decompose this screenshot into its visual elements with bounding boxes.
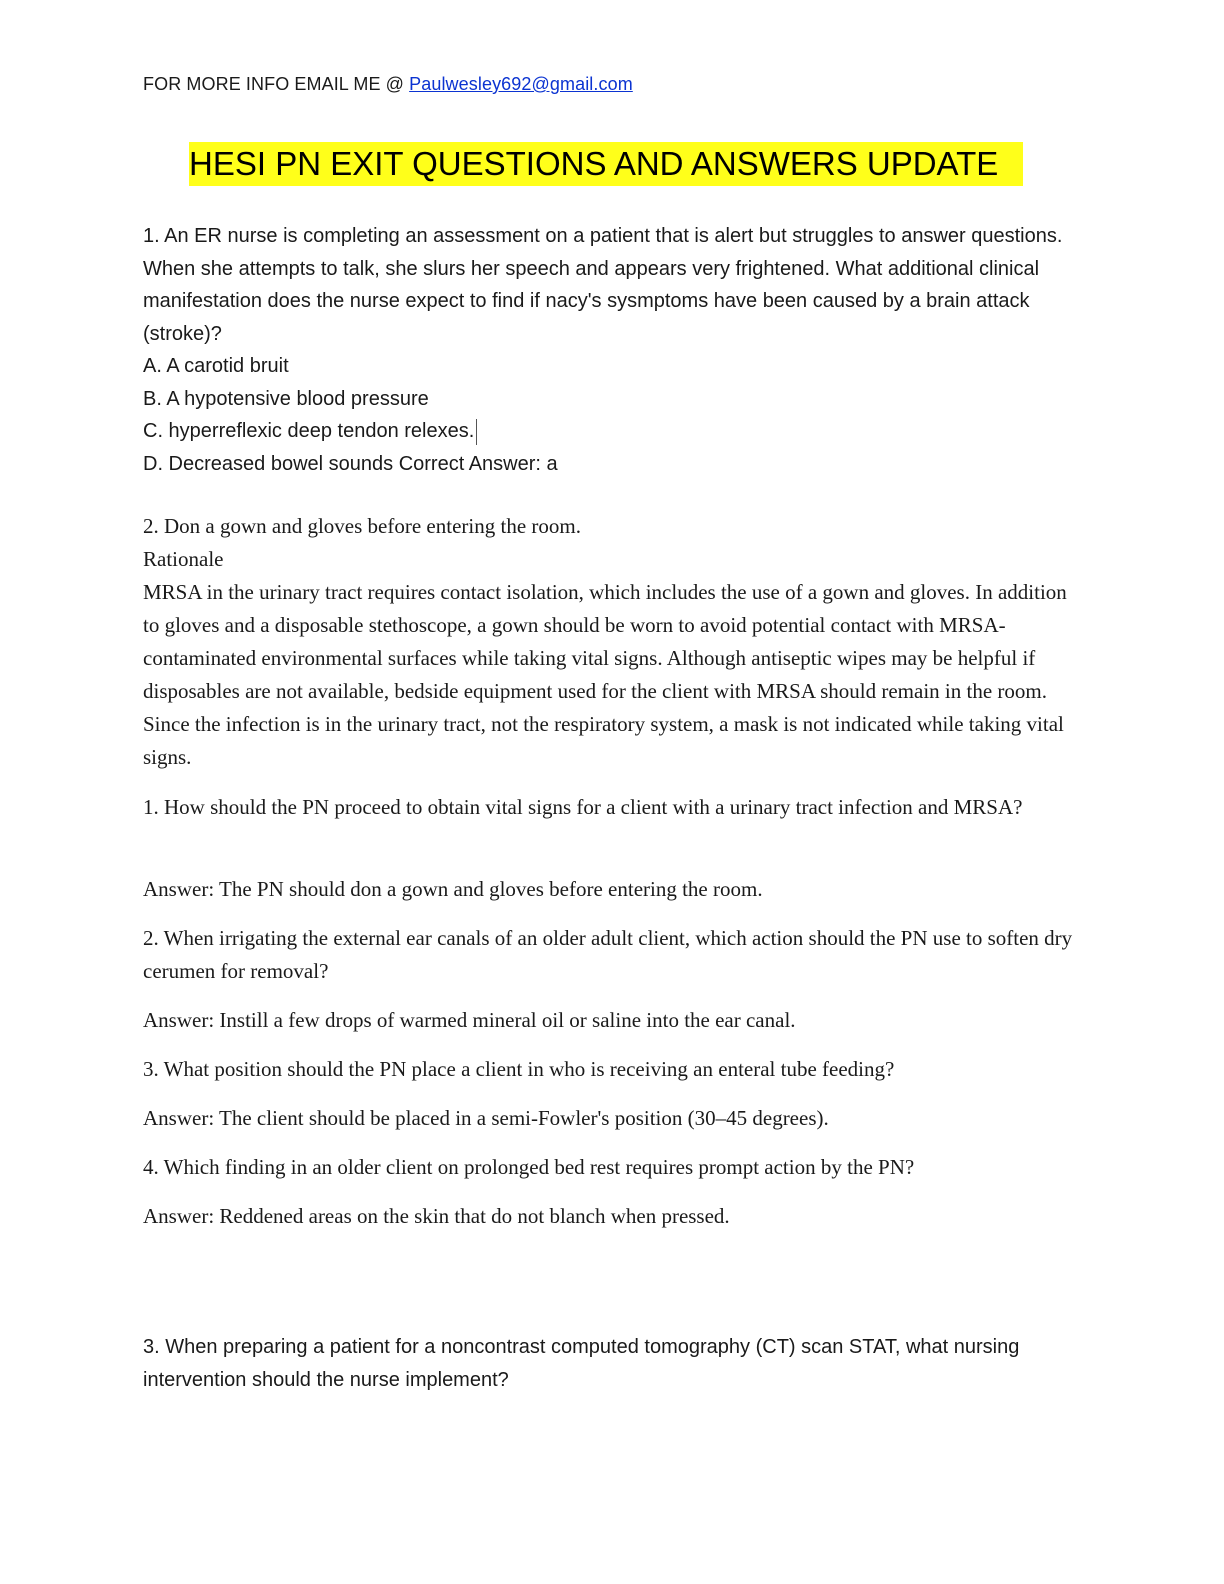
qa-answer-2: Answer: Instill a few drops of warmed mineral oil or saline into the ear canal. [143, 1008, 796, 1032]
question-2 [143, 510, 1078, 774]
qa-question-4: 4. Which finding in an older client on prolonged bed rest requires prompt action by the PN? [143, 1155, 915, 1179]
email-link[interactable]: Paulwesley692@gmail.com [409, 74, 633, 94]
question-1-option-b: B. A hypotensive blood pressure [143, 387, 429, 410]
rationale-text: MRSA in the urinary tract requires contact isolation, which includes the use of a gown and gloves. In addition to gloves and a disposable stethoscope, a gown should be worn to avoid potential contact with MRSA-contaminated environmental surfaces while taking vital signs. Although antiseptic wipes may be helpful if disposables are not available, bedside equipment used for the client with MRSA should remain in the room. Since the infection is in the urinary tract, not the respiratory system, a mask is not indicated while taking vital signs. [143, 580, 1067, 769]
question-1-option-c-text: C. hyperreflexic deep tendon relexes. [143, 420, 475, 442]
qa-answer-4: Answer: Reddened areas on the skin that do not blanch when pressed. [143, 1204, 730, 1228]
text-cursor-icon [476, 419, 477, 445]
question-1-option-d: D. Decreased bowel sounds Correct Answer: a [143, 452, 558, 475]
qa-answer-1: Answer: The PN should don a gown and gloves before entering the room. [143, 877, 763, 901]
question-1-option-a: A. A carotid bruit [143, 355, 289, 377]
question-3 [143, 1331, 1078, 1396]
question-1-option-c [143, 415, 1078, 448]
rationale-label: Rationale [143, 547, 224, 571]
header-contact-line [143, 74, 633, 95]
qa-question-2: 2. When irrigating the external ear canals of an older adult client, which action should the PN use to soften dry cerumen for removal? [143, 926, 1073, 983]
page-title: HESI PN EXIT QUESTIONS AND ANSWERS UPDATE [189, 142, 1023, 186]
question-2-heading: 2. Don a gown and gloves before entering the room. [143, 514, 581, 538]
question-3-stem: 3. When preparing a patient for a noncontrast computed tomography (CT) scan STAT, what nursing intervention should the nurse implement? [143, 1336, 1020, 1391]
question-1-stem: 1. An ER nurse is completing an assessment on a patient that is alert but struggles to answer questions. When she attempts to talk, she slurs her speech and appears very frightened. What additional clinical manifestation does the nurse expect to find if nacy's sysmptoms have been caused by a brain attack (stroke)? [143, 225, 1063, 345]
question-1 [143, 220, 1078, 480]
header-prefix: FOR MORE INFO EMAIL ME @ [143, 74, 410, 94]
qa-answer-3: Answer: The client should be placed in a semi-Fowler's position (30–45 degrees). [143, 1106, 829, 1130]
qa-question-3: 3. What position should the PN place a client in who is receiving an enteral tube feeding? [143, 1057, 895, 1081]
qa-question-1: 1. How should the PN proceed to obtain vital signs for a client with a urinary tract infection and MRSA? [143, 795, 1023, 819]
